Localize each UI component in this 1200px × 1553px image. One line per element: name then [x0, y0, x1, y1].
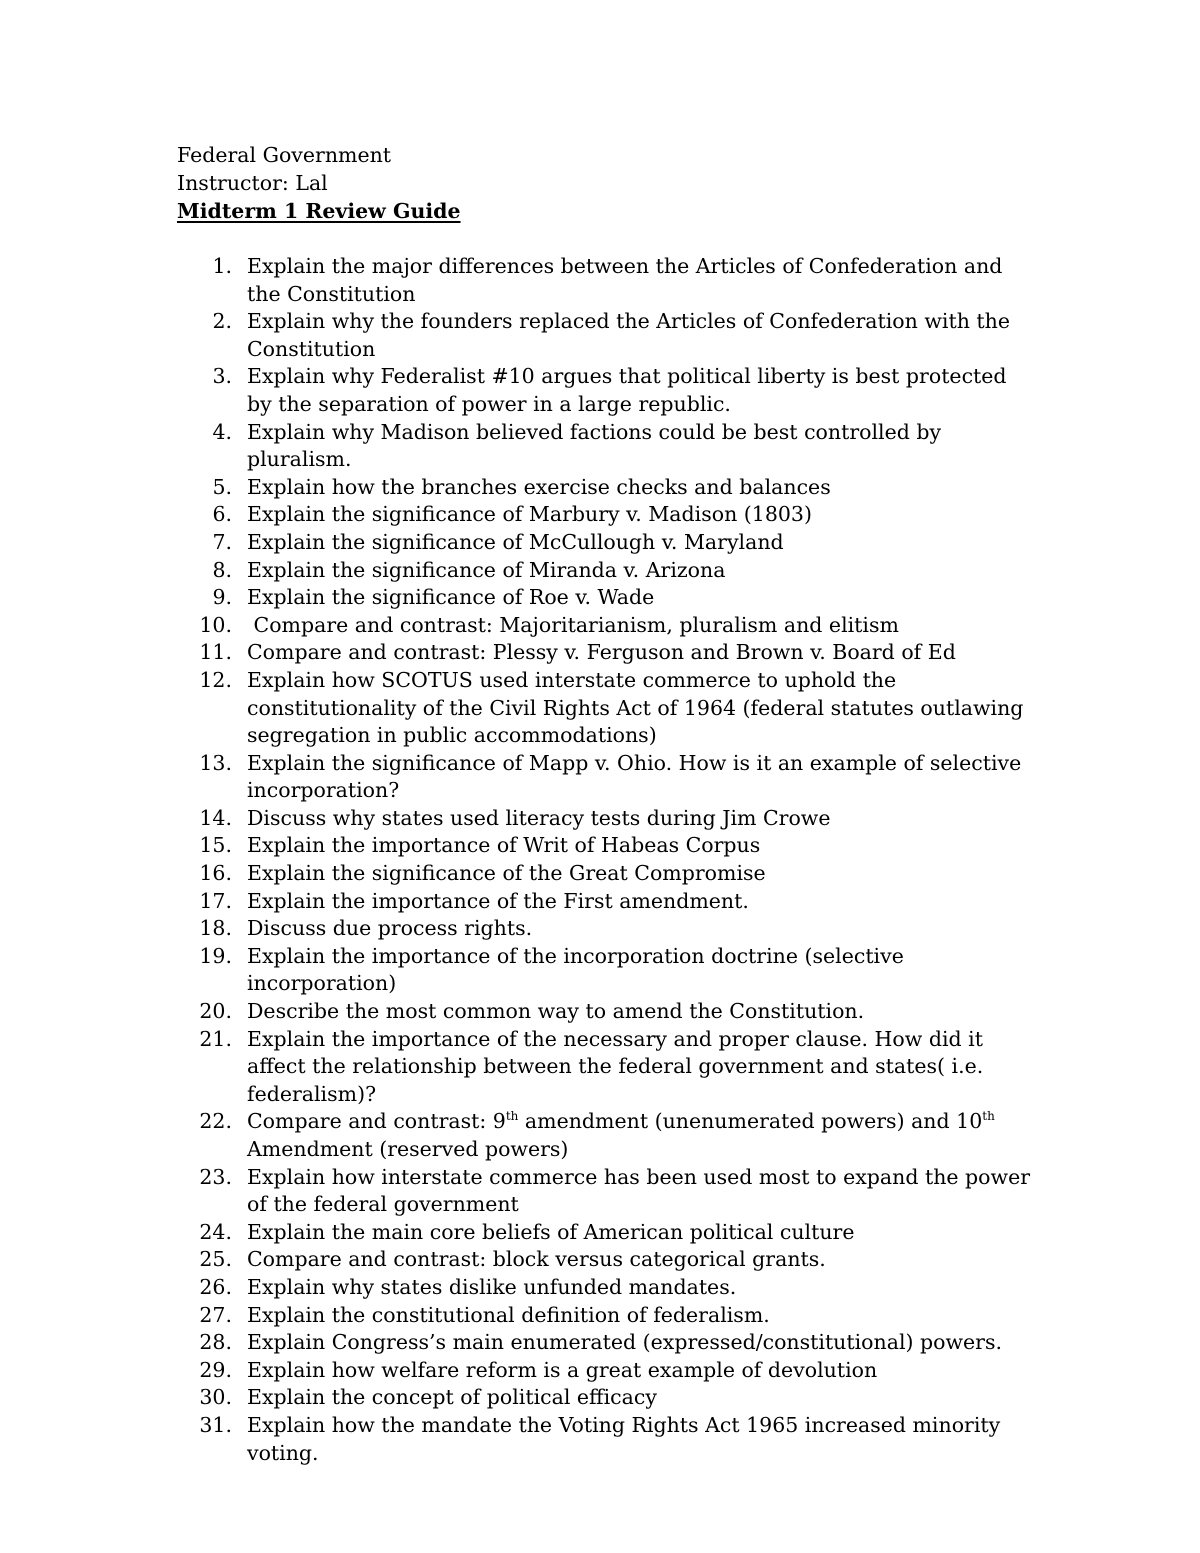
item-number: 9. — [212, 585, 232, 610]
item-number: 29. — [199, 1357, 232, 1382]
list-item — [0, 667, 1037, 750]
item-number: 22. — [199, 1109, 232, 1134]
question-list — [0, 253, 1200, 1467]
instructor-line: Instructor: Lal — [177, 171, 328, 195]
list-item — [0, 1302, 1037, 1330]
list-item — [0, 750, 1037, 805]
list-item — [0, 419, 1037, 474]
item-number: 31. — [199, 1412, 232, 1437]
item-text — [247, 1108, 1037, 1163]
item-text: Discuss why states used literacy tests during Jim Crowe — [247, 805, 831, 830]
item-number: 12. — [199, 667, 232, 692]
item-text: Explain the significance of Marbury v. Madison (1803) — [247, 502, 812, 527]
item-text: Describe the most common way to amend the Constitution. — [247, 999, 865, 1024]
item-number: 26. — [199, 1274, 232, 1299]
item-text: Compare and contrast: block versus categorical grants. — [247, 1247, 826, 1272]
item-text: Explain the main core beliefs of American political culture — [247, 1219, 855, 1244]
ordinal-suffix: th — [982, 1109, 995, 1124]
item-number: 25. — [199, 1247, 232, 1272]
list-item — [0, 915, 1037, 943]
item-number: 30. — [199, 1385, 232, 1410]
list-item — [0, 1108, 1037, 1163]
item-text: Explain the significance of the Great Compromise — [247, 861, 766, 886]
list-item — [0, 805, 1037, 833]
item-text: Explain the significance of McCullough v. Maryland — [247, 529, 784, 554]
item-text: Explain the significance of Roe v. Wade — [247, 585, 655, 610]
list-item — [0, 1026, 1037, 1109]
item-number: 11. — [199, 640, 232, 665]
item-number: 14. — [199, 805, 232, 830]
item-number: 7. — [212, 529, 232, 554]
item-text: Explain the importance of Writ of Habeas Corpus — [247, 833, 761, 858]
item-text: Explain why Madison believed factions could be best controlled by pluralism. — [247, 419, 942, 472]
item-text: Explain Congress’s main enumerated (expressed/constitutional) powers. — [247, 1330, 1002, 1355]
item-number: 27. — [199, 1302, 232, 1327]
document-header — [177, 141, 461, 225]
list-item — [0, 1219, 1037, 1247]
list-item — [0, 832, 1037, 860]
list-item — [0, 253, 1037, 308]
item-text: Explain the significance of Mapp v. Ohio. How is it an example of selective incorporation? — [247, 750, 1022, 803]
list-item — [0, 860, 1037, 888]
list-item — [0, 308, 1037, 363]
list-item — [0, 1412, 1037, 1467]
list-item — [0, 584, 1037, 612]
item-number: 24. — [199, 1219, 232, 1244]
item-number: 20. — [199, 999, 232, 1024]
document-title: Midterm 1 Review Guide — [177, 199, 461, 223]
item-text: Explain the constitutional definition of federalism. — [247, 1302, 770, 1327]
item-number: 13. — [199, 750, 232, 775]
item-text: Explain the importance of the necessary and proper clause. How did it affect the relationship between the federal government and states( i.e. federalism)? — [247, 1026, 984, 1106]
item-text: Explain how the branches exercise checks and balances — [247, 474, 831, 499]
list-item — [0, 1246, 1037, 1274]
course-name: Federal Government — [177, 143, 392, 167]
list-item — [0, 998, 1037, 1026]
list-item — [0, 474, 1037, 502]
item-text: Explain the significance of Miranda v. Arizona — [247, 557, 726, 582]
item-text: Explain how interstate commerce has been used most to expand the power of the federal government — [247, 1164, 1030, 1217]
item-number: 8. — [212, 557, 232, 582]
item-number: 1. — [212, 254, 232, 278]
item-text: Compare and contrast: Plessy v. Ferguson and Brown v. Board of Ed — [247, 640, 956, 665]
list-item — [0, 888, 1037, 916]
list-item — [0, 1274, 1037, 1302]
list-item — [0, 557, 1037, 585]
item-number: 6. — [212, 502, 232, 527]
list-item — [0, 1357, 1037, 1385]
item-text: Explain why Federalist #10 argues that political liberty is best protected by the separation of power in a large republic. — [247, 364, 1007, 416]
item-number: 18. — [199, 916, 232, 941]
item-text: Discuss due process rights. — [247, 916, 533, 941]
list-item — [0, 943, 1037, 998]
item-number: 3. — [212, 364, 232, 389]
list-item — [0, 529, 1037, 557]
item-text: Explain the importance of the incorporation doctrine (selective incorporation) — [247, 943, 904, 996]
item-text: Explain the concept of political efficacy — [247, 1385, 657, 1410]
item-number: 4. — [212, 419, 232, 444]
ordinal-suffix: th — [505, 1109, 519, 1124]
item-text: Explain how the mandate the Voting Rights Act 1965 increased minority voting. — [247, 1412, 1001, 1465]
item-number: 17. — [199, 888, 232, 913]
item-number: 10. — [199, 612, 232, 637]
item-number: 2. — [212, 309, 232, 334]
item-text: Explain how welfare reform is a great example of devolution — [247, 1357, 878, 1382]
item-text: Explain the major differences between the Articles of Confederation and the Constitution — [247, 254, 1003, 306]
item-text: Compare and contrast: Majoritarianism, pluralism and elitism — [247, 612, 899, 637]
item-number: 19. — [199, 943, 232, 968]
item-number: 28. — [199, 1330, 232, 1355]
item-number: 15. — [199, 833, 232, 858]
item-text: Explain why the founders replaced the Articles of Confederation with the Constitution — [247, 309, 1011, 361]
item-text: Explain why states dislike unfunded mandates. — [247, 1274, 737, 1299]
list-item — [0, 639, 1037, 667]
item-number: 23. — [199, 1164, 232, 1189]
item-text-part: Amendment (reserved powers) — [247, 1137, 569, 1161]
item-text: Explain how SCOTUS used interstate commerce to uphold the constitutionality of the Civil Rights Act of 1964 (federal statutes outlawing segregation in public accommodations) — [247, 667, 1024, 748]
list-item — [0, 1164, 1037, 1219]
item-number: 5. — [212, 474, 232, 499]
list-item — [0, 1329, 1037, 1357]
item-text: Explain the importance of the First amendment. — [247, 888, 749, 913]
list-item — [0, 363, 1037, 418]
list-item — [0, 501, 1037, 529]
item-number: 16. — [199, 861, 232, 886]
list-item — [0, 612, 1037, 640]
item-number: 21. — [199, 1026, 232, 1051]
item-text-part: Compare and contrast: 9 — [247, 1109, 506, 1134]
item-text-part: amendment (unenumerated powers) and 10 — [518, 1109, 983, 1134]
list-item — [0, 1384, 1037, 1412]
